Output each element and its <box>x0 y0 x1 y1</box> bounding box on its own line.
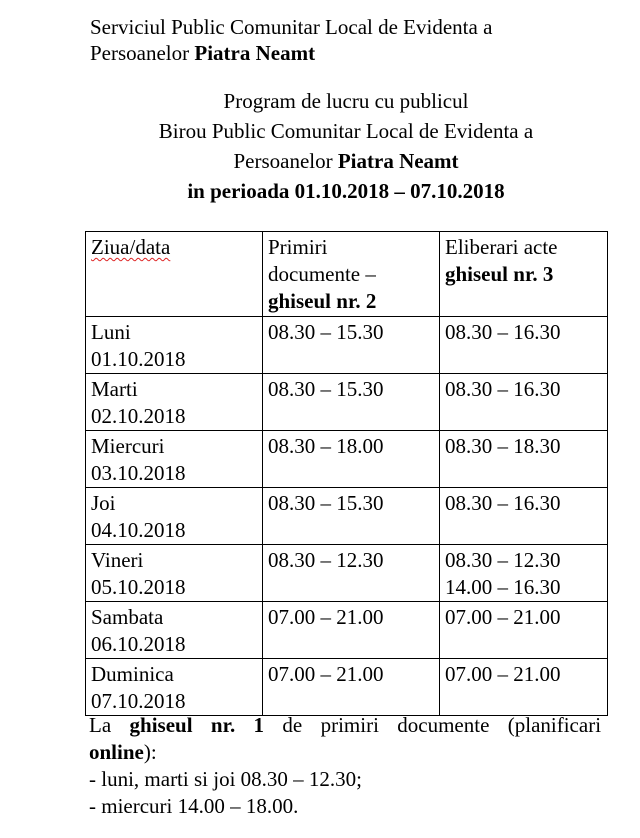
day-cell <box>86 545 263 602</box>
footer-counter: ghiseul nr. 1 <box>129 713 265 737</box>
footer-paragraph-line-2: online): <box>89 740 157 764</box>
eliberari-cell: 08.30 – 18.30 <box>440 431 608 488</box>
schedule-title <box>0 86 640 206</box>
footer-list-item: - luni, marti si joi 08.30 – 12.30; <box>89 767 362 791</box>
primiri-cell: 08.30 – 15.30 <box>263 488 440 545</box>
title-line-3-text: Persoanelor <box>233 149 333 173</box>
day-date: 07.10.2018 <box>91 689 186 713</box>
day-cell <box>86 317 263 374</box>
eliberari-cell: 08.30 – 16.30 <box>440 374 608 431</box>
eliberari-cell: 08.30 – 12.30 14.00 – 16.30 <box>440 545 608 602</box>
header-primiri <box>263 232 440 317</box>
day-cell <box>86 602 263 659</box>
day-name: Duminica <box>91 662 174 686</box>
title-line-3 <box>0 146 640 176</box>
eliberari-cell: 07.00 – 21.00 <box>440 659 608 716</box>
header-line-2-text: Persoanelor <box>90 41 190 65</box>
eliberari-cell: 08.30 – 16.30 <box>440 317 608 374</box>
header-primiri-line-1: Primiri <box>268 235 328 259</box>
day-name: Joi <box>91 491 116 515</box>
day-date: 03.10.2018 <box>91 461 186 485</box>
title-line-2: Birou Public Comunitar Local de Evidenta a <box>158 119 534 143</box>
primiri-cell: 08.30 – 15.30 <box>263 317 440 374</box>
primiri-cell: 07.00 – 21.00 <box>263 602 440 659</box>
day-name: Vineri <box>91 548 144 572</box>
header-line-2 <box>90 40 492 66</box>
day-date: 02.10.2018 <box>91 404 186 428</box>
header-day-date: Ziua/data <box>86 232 263 317</box>
table-row <box>86 602 608 659</box>
day-name: Sambata <box>91 605 164 629</box>
table-row <box>86 317 608 374</box>
table-row <box>86 659 608 716</box>
table-row <box>86 431 608 488</box>
primiri-cell: 08.30 – 12.30 <box>263 545 440 602</box>
header-primiri-counter: ghiseul nr. 2 <box>268 289 377 313</box>
day-cell <box>86 659 263 716</box>
table-row <box>86 545 608 602</box>
day-name: Luni <box>91 320 131 344</box>
primiri-cell: 07.00 – 21.00 <box>263 659 440 716</box>
footer-note <box>89 712 601 820</box>
header-eliberari-line-1: Eliberari acte <box>445 235 558 259</box>
day-date: 06.10.2018 <box>91 632 186 656</box>
day-date: 01.10.2018 <box>91 347 186 371</box>
eliberari-cell: 08.30 – 16.30 <box>440 488 608 545</box>
footer-online: online <box>89 740 144 764</box>
table-row <box>86 488 608 545</box>
header-eliberari-counter: ghiseul nr. 3 <box>445 262 554 286</box>
title-city: Piatra Neamt <box>337 149 459 173</box>
day-name: Miercuri <box>91 434 165 458</box>
title-line-1: Program de lucru cu publicul <box>223 89 469 113</box>
schedule-table <box>85 231 608 716</box>
eliberari-cell: 07.00 – 21.00 <box>440 602 608 659</box>
day-name: Marti <box>91 377 138 401</box>
footer-paragraph-line-1: La ghiseul nr. 1 de primiri documente (planificari <box>89 713 602 737</box>
primiri-cell: 08.30 – 18.00 <box>263 431 440 488</box>
institution-header <box>90 14 492 66</box>
header-eliberari <box>440 232 608 317</box>
day-cell <box>86 431 263 488</box>
day-cell <box>86 374 263 431</box>
title-period: in perioada 01.10.2018 – 07.10.2018 <box>187 179 505 203</box>
footer-list-item: - miercuri 14.00 – 18.00. <box>89 794 299 818</box>
header-line-1: Serviciul Public Comunitar Local de Evidenta a <box>90 15 493 39</box>
header-primiri-line-2: documente – <box>268 262 376 286</box>
table-row <box>86 374 608 431</box>
table-header-row <box>86 232 608 317</box>
day-date: 05.10.2018 <box>91 575 186 599</box>
header-city: Piatra Neamt <box>194 41 316 65</box>
day-cell <box>86 488 263 545</box>
day-date: 04.10.2018 <box>91 518 186 542</box>
primiri-cell: 08.30 – 15.30 <box>263 374 440 431</box>
